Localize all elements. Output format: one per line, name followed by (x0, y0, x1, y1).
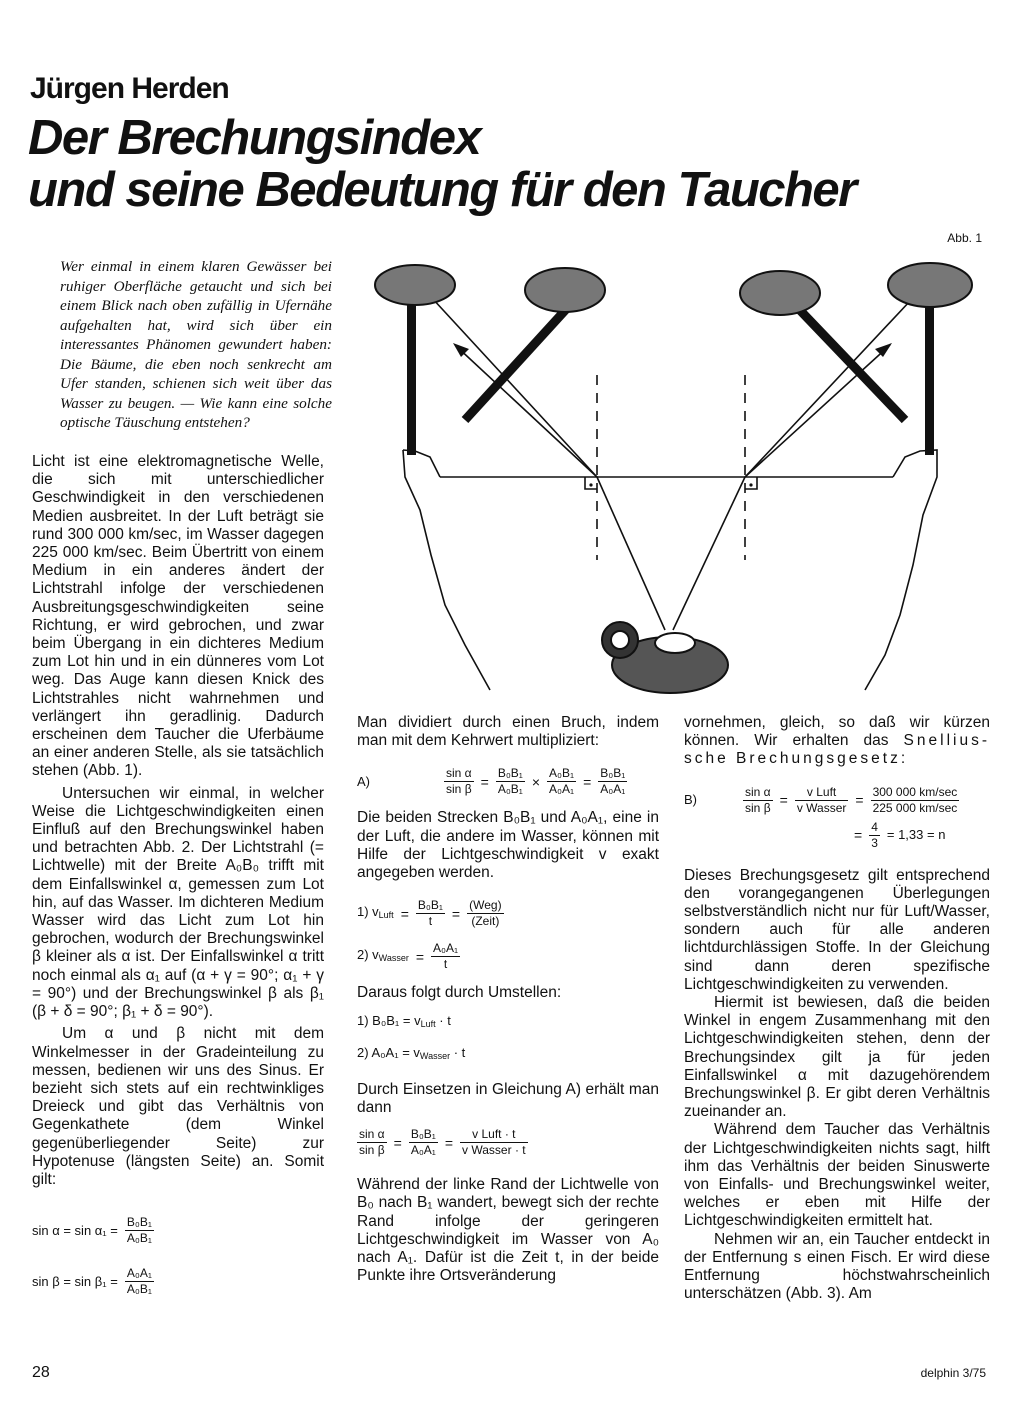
article-title (28, 112, 856, 216)
right-angle-right (745, 477, 757, 489)
right-bank (865, 450, 937, 690)
ray-right-water (673, 477, 745, 630)
tree-left-real (375, 265, 455, 455)
col2-paragraph-3: Daraus folgt durch Umstellen: (357, 984, 562, 1002)
fraction-denominator: A₀B₁ (497, 782, 523, 797)
equation-a0a1-tail: · t (453, 1044, 466, 1060)
fraction (409, 1127, 438, 1158)
fraction-numerator: B₀B₁ (497, 766, 523, 781)
equation-a0a1-text: 2) A₀A₁ = v (357, 1044, 420, 1060)
author-name: Jürgen Herden (30, 72, 229, 105)
fraction-numerator: v Luft (795, 785, 849, 801)
fraction-numerator: sin α (359, 1127, 385, 1142)
equals-sign: = (451, 905, 461, 922)
equation-v-wasser-label: 2) v (357, 947, 379, 963)
equation-a (357, 766, 659, 797)
col1-paragraph-2: Untersuchen wir einmal, in welcher Weise die Lichtgeschwindigkeiten einen Einfluß auf den Brechungswinkel haben und betrachten Abb. 2. Der Lichtstrahl (= Lichtwelle) mit der Breite A₀B₀ trifft mit dem Einfallswinkel α, gemessen zum Lot hin, auf das Wasser. Im dichteren Medium Wasser wird das Licht zum Lot hin gebrochen, wodurch der Brechungswinkel β kleiner als α ist. Der Einfallswinkel α tritt noch einmal als α₁ auf (α + γ = 90°; α₁ + γ = 90°) und der Brechungswinkel β als β₁ (β + δ = 90°; β₁ + δ = 90°). (32, 784, 324, 1021)
equation-b0b1 (357, 1012, 659, 1033)
equation-b-result (854, 820, 990, 851)
fraction (467, 898, 503, 929)
fraction-denominator: 3 (871, 835, 878, 850)
column-3 (684, 714, 990, 1303)
fraction (871, 785, 960, 816)
right-angle-left (585, 477, 597, 489)
fraction (547, 766, 576, 797)
fraction-numerator: sin α (446, 766, 472, 781)
col1-paragraph-1: Licht ist eine elektromagnetische Welle, die sich mit unterschiedlicher Geschwindigkeit in den verschiedenen Medien ausbreitet. In der Luft beträgt sie rund 300 000 km/sec, im Wasser dagegen 225 000 km/sec. Beim Übertritt von einem Medium in ein anderes ändert der Lichtstrahl infolge der verschiedenen Ausbreitungsgeschwindigkeiten seine Richtung, er wird gebrochen, und zwar beim Übergang in ein dichteres Medium zum Lot hin und in ein dünneres vom Lot weg. Das Auge kann diesen Knick des Lichtstrahles nicht wahrnehmen und verlängert ihn geradlinig. Dadurch erscheinen dem Taucher die Uferbäume an einer anderen Stelle, als sie tatsächlich stehen (Abb. 1). (32, 453, 324, 780)
col2-paragraph-2: Die beiden Strecken B₀B₁ und A₀A₁, eine in der Luft, die andere im Wasser, können mit Hilfe der Lichtgeschwindigkeit v exakt angegeben werden. (357, 809, 659, 882)
col2-paragraph-5: Während der linke Rand der Lichtwelle von B₀ nach B₁ wandert, bewegt sich der rechte Rand infolge der geringeren Lichtgeschwindigkeit im Wasser von A₀ nach A₁. Dafür ist die Zeit t, in der beide Punkte ihre Ortsveränderung (357, 1176, 659, 1285)
col1-paragraph-3: Um α und β nicht mit dem Winkelmesser in der Gradeinteilung zu messen, bedienen wir uns des Sinus. Er bezieht sich stets auf ein rechtwinkliges Dreieck und gibt das Verhältnis von Gegenkathete (dem Winkel gegenüberliegender Seite) zur Hypotenuse (längsten Seite) an. Somit gilt: (32, 1025, 324, 1188)
equals-sign: = (480, 773, 489, 790)
fraction (125, 1215, 154, 1246)
fraction-denominator: t (428, 914, 433, 929)
ray-left-air (420, 285, 597, 477)
equals-sign: = (583, 773, 592, 790)
intro-text: Wer einmal in einem klaren Gewässer bei ruhiger Oberfläche getaucht und sich bei einem Blick nach oben zufällig in Ufernähe aufgehalten hat, wird sich über ein interessantes Phänomen gewundert haben: Die Bäume, die eben noch senkrecht am Ufer standen, schienen sich weit über das Wasser zu beugen. — Wie kann eine solche optische Täuschung entstehen? (60, 258, 332, 431)
ray-left-water (597, 477, 665, 630)
snellius-law-name: Snellius-sche Brechungsgesetz: (684, 732, 990, 768)
col2-paragraph-4: Durch Einsetzen in Gleichung A) erhält man dann (357, 1080, 659, 1117)
equals-sign: = (444, 1134, 454, 1151)
refraction-index-result: = 1,33 = n (886, 827, 946, 842)
fraction-numerator: 300 000 km/sec (872, 784, 958, 799)
equation-b0b1-tail: · t (439, 1013, 451, 1029)
equation-b-label: B) (684, 792, 697, 807)
equation-b0b1-text: 1) B₀B₁ = v (357, 1013, 421, 1029)
equation-v-wasser (357, 941, 659, 972)
equation-b (684, 785, 990, 816)
fraction (496, 766, 525, 797)
col3-paragraph-3: Hiermit ist bewiesen, daß die beiden Winkel in engem Zusammenhang mit den Lichtgeschwindigkeiten stehen, denn der Brechungsindex gilt ja für jeden Einfallswinkel α mit dazugehörendem Brechungswinkel β. Er gibt deren Verhältnis zueinander an. (684, 994, 990, 1121)
fraction-numerator: B₀B₁ (126, 1215, 152, 1230)
fraction (444, 766, 474, 797)
col3-paragraph-1-text: vornehmen, gleich, so daß wir kürzen können. Wir erhalten das (684, 714, 990, 750)
subscript-luft: Luft (378, 910, 394, 921)
equation-a-label: A) (357, 773, 370, 789)
fraction-numerator: 4 (871, 819, 878, 834)
fraction-numerator: B₀B₁ (600, 766, 626, 781)
angle-dot-right (749, 483, 752, 486)
title-line-1: Der Brechungsindex (28, 111, 481, 165)
col3-paragraph-5: Nehmen wir an, ein Taucher entdeckt in der Entfernung s einen Fisch. Er wird diese Entfernung höchstwahrscheinlich unterschätzen (Abb. 3). Am (684, 1230, 990, 1303)
fraction (416, 898, 445, 929)
fraction-numerator: B₀B₁ (410, 1127, 436, 1142)
fraction-numerator: sin α (745, 784, 771, 799)
equation-sin-alpha-left: sin α = sin α₁ = (32, 1222, 118, 1238)
times-sign: × (531, 773, 541, 790)
tree-right-apparent (740, 271, 905, 420)
fraction-numerator: A₀B₁ (549, 766, 575, 781)
tree-left-apparent (465, 268, 605, 420)
subscript-wasser: Wasser (378, 953, 409, 964)
refraction-illustration (345, 245, 997, 695)
fraction-numerator: B₀B₁ (417, 898, 443, 913)
column-2 (357, 714, 659, 1285)
col3-paragraph-2: Dieses Brechungsgesetz gilt entsprechend den vorangegangenen Überlegungen selbstverständlich nicht nur für Luft/Wasser, sondern auch für alle anderen lichtdurchlässigen Stoffe. In der Gleichung sind dann deren spezifische Lichtgeschwindigkeiten zu verwenden. (684, 866, 990, 993)
subscript-luft: Luft (420, 1019, 436, 1030)
subscript-wasser: Wasser (419, 1050, 451, 1061)
fraction-denominator: sin β (446, 782, 472, 797)
fraction-numerator: A₀A₁ (433, 941, 459, 956)
fraction-numerator: A₀A₁ (126, 1266, 152, 1281)
fraction (431, 941, 460, 972)
fraction (743, 785, 773, 816)
fraction-denominator: 225 000 km/sec (872, 800, 958, 815)
fraction-denominator: sin β (359, 1143, 385, 1158)
fraction (460, 1127, 528, 1158)
fraction-denominator: v Wasser · t (462, 1143, 526, 1158)
fraction (795, 785, 849, 816)
column-1 (32, 453, 324, 1297)
equals-sign: = (393, 1134, 402, 1151)
fraction-denominator: A₀A₁ (410, 1143, 436, 1158)
equals-sign: = (400, 905, 409, 922)
angle-dot-left (589, 483, 592, 486)
fraction-denominator: A₀B₁ (126, 1282, 152, 1297)
equation-sin-beta-left: sin β = sin β₁ = (32, 1273, 118, 1289)
tree-right-real (888, 263, 972, 455)
fraction-denominator: (Zeit) (471, 914, 500, 929)
fraction-denominator: sin β (745, 800, 771, 815)
equation-sin-beta (32, 1266, 324, 1297)
equals-sign: = (854, 827, 863, 843)
figure-label: Abb. 1 (947, 231, 982, 245)
left-bank (403, 450, 490, 690)
fraction-numerator: (Weg) (469, 898, 502, 913)
equals-sign: = (855, 792, 864, 808)
col2-paragraph-1: Man dividiert durch einen Bruch, indem man mit dem Kehrwert multipliziert: (357, 714, 659, 750)
equals-sign: = (779, 792, 788, 808)
fraction-denominator: A₀A₁ (549, 782, 575, 797)
magazine-issue: delphin 3/75 (920, 1366, 986, 1380)
equation-v-luft (357, 898, 659, 929)
title-line-2: und seine Bedeutung für den Taucher (28, 163, 856, 217)
fraction-denominator: A₀A₁ (600, 782, 626, 797)
col3-paragraph-4: Während dem Taucher das Verhältnis der Lichtgeschwindigkeiten nichts sagt, hilft ihm das Verhältnis der beiden Sinuswerte von Einfalls- und Brechungswinkel weiter, welches er eben mit Hilfe der Lichtgeschwindigkeiten ermittelt hat. (684, 1121, 990, 1230)
fraction (125, 1266, 154, 1297)
equals-sign: = (415, 948, 425, 965)
equation-a0a1 (357, 1044, 659, 1065)
apparent-ray-right (745, 345, 890, 477)
equation-substituted (357, 1127, 659, 1158)
equation-sin-alpha (32, 1215, 324, 1246)
diver-illustration (602, 622, 728, 693)
col3-paragraph-1 (684, 714, 990, 769)
fraction-denominator: t (443, 957, 448, 972)
equation-v-luft-label: 1) v (357, 904, 379, 920)
fraction-denominator: v Wasser (796, 800, 847, 815)
fraction-denominator: A₀B₁ (126, 1231, 152, 1246)
fraction (598, 766, 627, 797)
page-number: 28 (32, 1364, 50, 1381)
fraction (357, 1127, 387, 1158)
fraction-numerator: v Luft · t (460, 1127, 528, 1143)
fraction (869, 820, 880, 851)
arrow-head-right (875, 343, 892, 357)
